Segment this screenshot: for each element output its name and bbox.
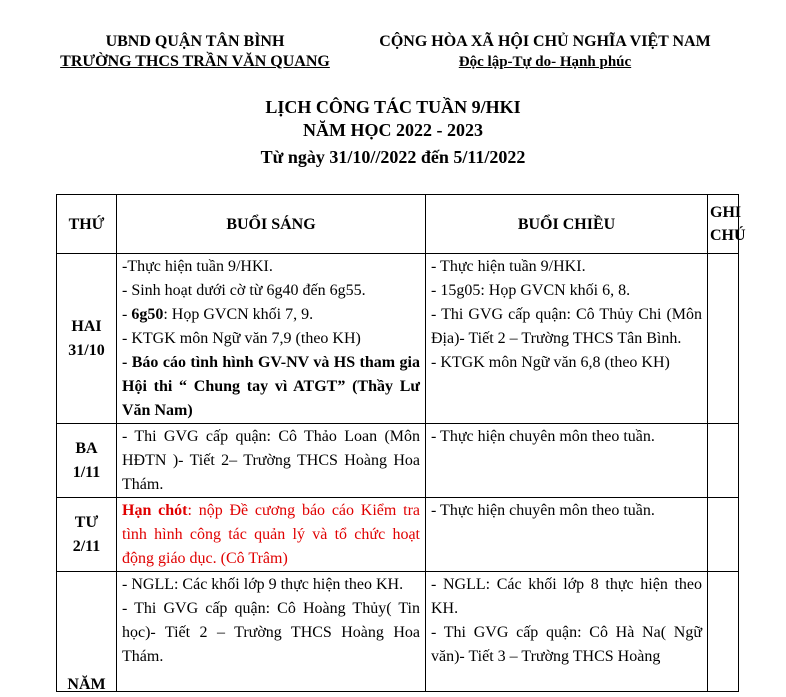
morning-cell: [117, 572, 426, 692]
day-date: 1/11: [72, 463, 101, 481]
note-cell: [708, 572, 739, 692]
day-cell: [57, 424, 117, 498]
time-highlight: 6g50: [131, 306, 164, 323]
list-item-text: : Họp GVCN khối 7, 9.: [163, 306, 314, 323]
national-header: [370, 32, 720, 72]
day-name: BA: [75, 439, 98, 457]
table-row: [57, 254, 739, 424]
list-item: [122, 303, 420, 327]
list-item: - Thực hiện chuyên môn theo tuần.: [431, 428, 655, 445]
list-item: - 15g05: Họp GVCN khối 6, 8.: [431, 282, 631, 299]
afternoon-cell: [426, 572, 708, 692]
table-row: [57, 498, 739, 572]
document-title: LỊCH CÔNG TÁC TUẦN 9/HKI: [265, 97, 521, 117]
afternoon-cell: [426, 424, 708, 498]
schedule-table: [56, 194, 746, 693]
date-range: Từ ngày 31/10//2022 đến 5/11/2022: [260, 147, 526, 167]
list-item: - NGLL: Các khối lớp 8 thực hiện theo KH.: [431, 576, 702, 617]
list-item: - Báo cáo tình hình GV-NV và HS tham gia Hội thi “ Chung tay vì ATGT” (Thầy Lư Văn Nam): [122, 354, 420, 419]
list-item: - Thi GVG cấp quận: Cô Thủy Chi (Môn Địa)- Tiết 2 – Trường THCS Tân Bình.: [431, 306, 702, 347]
morning-cell: [117, 498, 426, 572]
national-motto: Độc lập-Tự do- Hạnh phúc: [458, 54, 632, 70]
table-row: [57, 424, 739, 498]
day-cell: [57, 254, 117, 424]
day-date: 2/11: [72, 537, 101, 555]
table-row: [57, 572, 739, 692]
header-note: [708, 195, 746, 254]
note-cell: [708, 498, 739, 572]
national-title: CỘNG HÒA XÃ HỘI CHỦ NGHĨA VIỆT NAM: [379, 33, 711, 50]
deadline-text: : nộp Đề cương báo cáo Kiểm tra tình hình công tác quản lý và tổ chức hoạt động giáo dục. (Cô Trâm): [122, 502, 421, 567]
day-name: TƯ: [74, 513, 99, 531]
day-name: HAI: [71, 317, 102, 335]
header-afternoon: BUỔI CHIỀU: [426, 195, 708, 254]
header-morning: BUỔI SÁNG: [117, 195, 426, 254]
list-item: - Thi GVG cấp quận: Cô Hoàng Thủy( Tin học)- Tiết 2 – Trường THCS Hoàng Hoa Thám.: [122, 600, 420, 665]
district-name: UBND QUẬN TÂN BÌNH: [105, 33, 285, 50]
day-cell: [57, 498, 117, 572]
morning-cell: [117, 424, 426, 498]
afternoon-cell: [426, 498, 708, 572]
list-item: - KTGK môn Ngữ văn 6,8 (theo KH): [431, 354, 670, 371]
header-day: THỨ: [57, 195, 117, 254]
note-cell: [708, 424, 739, 498]
school-name: TRƯỜNG THCS TRẦN VĂN QUANG: [60, 53, 330, 70]
list-item: - Thực hiện chuyên môn theo tuần.: [431, 502, 655, 519]
deadline-label: Hạn chót: [122, 502, 188, 519]
list-item: - NGLL: Các khối lớp 9 thực hiện theo KH.: [122, 576, 404, 593]
list-item: - Thực hiện tuần 9/HKI.: [431, 258, 586, 275]
morning-cell: [117, 254, 426, 424]
list-item: - Thi GVG cấp quận: Cô Thảo Loan (Môn HĐTN )- Tiết 2– Trường THCS Hoàng Hoa Thám.: [122, 428, 420, 493]
table-header-row: [57, 195, 739, 254]
afternoon-cell: [426, 254, 708, 424]
list-item: - Sinh hoạt dưới cờ từ 6g40 đến 6g55.: [122, 282, 366, 299]
list-item: -Thực hiện tuần 9/HKI.: [122, 258, 273, 275]
school-year: NĂM HỌC 2022 - 2023: [303, 120, 483, 140]
list-item: - Thi GVG cấp quận: Cô Hà Na( Ngữ văn)- Tiết 3 – Trường THCS Hoàng: [431, 624, 702, 665]
list-item-prefix: -: [122, 306, 132, 323]
school-header: [55, 32, 335, 72]
list-item: - KTGK môn Ngữ văn 7,9 (theo KH): [122, 330, 361, 347]
day-name: NĂM: [67, 676, 106, 693]
note-cell: [708, 254, 739, 424]
header-note-line2: CHÚ: [710, 227, 746, 244]
day-cell: [57, 572, 117, 692]
header-note-line1: GHI: [710, 204, 742, 221]
deadline-notice: [122, 499, 420, 571]
day-date: 31/10: [68, 341, 105, 359]
